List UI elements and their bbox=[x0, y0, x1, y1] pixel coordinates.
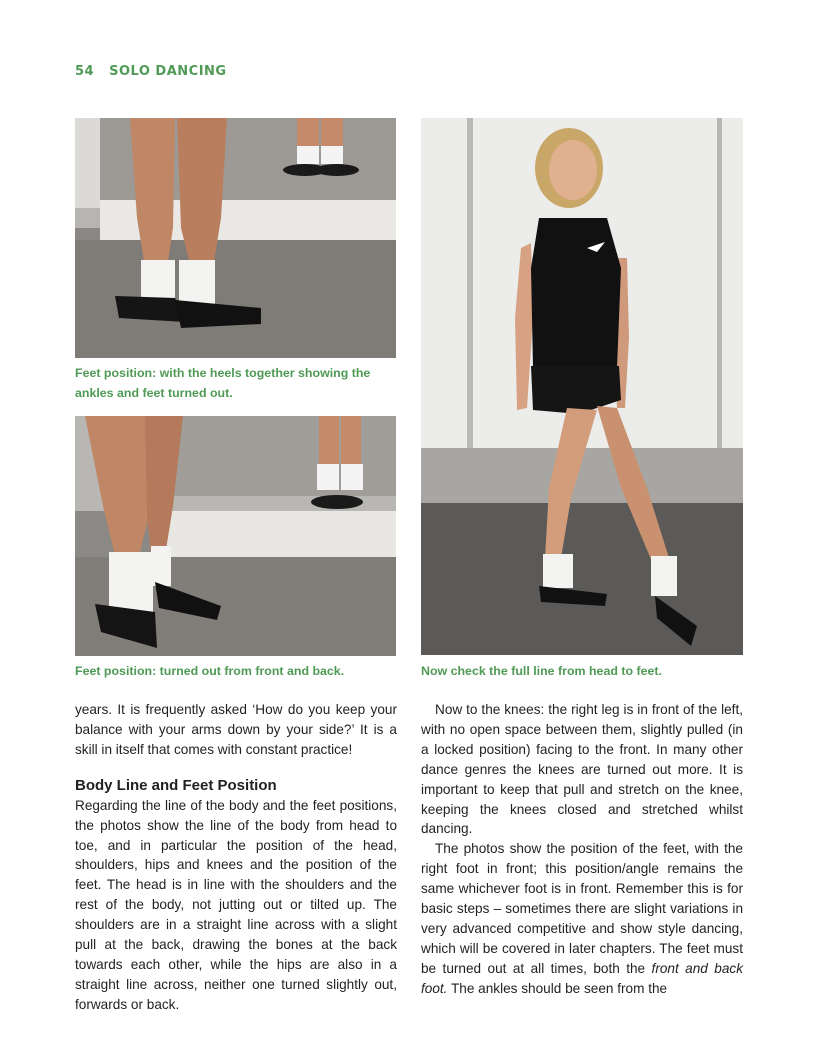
figure-caption-1: Feet position: with the heels together showing the ankles and feet turned out. bbox=[75, 366, 371, 400]
left-intro-paragraph: years. It is frequently asked ‘How do you keep your balance with your arms down by your side?’ It is a skill in itself that comes with constant practice! bbox=[75, 702, 397, 757]
section-heading: Body Line and Feet Position bbox=[75, 776, 277, 794]
photo-turned-out bbox=[75, 416, 396, 656]
right-paragraph-2-end: The ankles should be seen from the bbox=[450, 980, 668, 996]
section-title: SOLO DANCING bbox=[109, 64, 227, 79]
photo-full-line bbox=[421, 118, 743, 655]
running-head bbox=[75, 64, 227, 79]
right-paragraph-2-start: The photos show the position of the feet, with the right foot in front; this position/angle remains the same whichever foot is in front. Remember this is for basic steps – sometimes there are slight variations in very advanced competitive and show style dancing, which will be covered in later chapters. The feet must be turned out at all times, both the bbox=[421, 841, 743, 976]
page-number: 54 bbox=[75, 64, 95, 79]
figure-caption-2: Feet position: turned out from front and back. bbox=[75, 664, 345, 678]
right-paragraph-2 bbox=[421, 839, 743, 998]
figure-caption-3: Now check the full line from head to feet. bbox=[421, 664, 662, 678]
photo-heels-together bbox=[75, 118, 396, 358]
right-paragraph-1: Now to the knees: the right leg is in front of the left, with no open space between them, slightly pulled (in a locked position) facing to the front. In many other dance genres the knees are turned out more. It is important to keep that pull and stretch on the knee, keeping the knees closed and stretched whilst dancing. bbox=[421, 702, 743, 837]
right-column bbox=[421, 700, 743, 999]
left-column bbox=[75, 700, 397, 1015]
left-body-paragraph: Regarding the line of the body and the feet positions, the photos show the line of the body from head to toe, and in particular the position of the head, shoulders, hips and knees and the position of the feet. The head is in line with the shoulders and the rest of the body, not jutting out or tilted up. The shoulders are in a straight line across with a slight pull at the back, drawing the bones at the back towards each other, while the hips are also in a straight line across, neither one turned slightly out, forwards or back. bbox=[75, 797, 397, 1012]
right-paragraph-2-italic: front and back foot. bbox=[421, 960, 743, 996]
